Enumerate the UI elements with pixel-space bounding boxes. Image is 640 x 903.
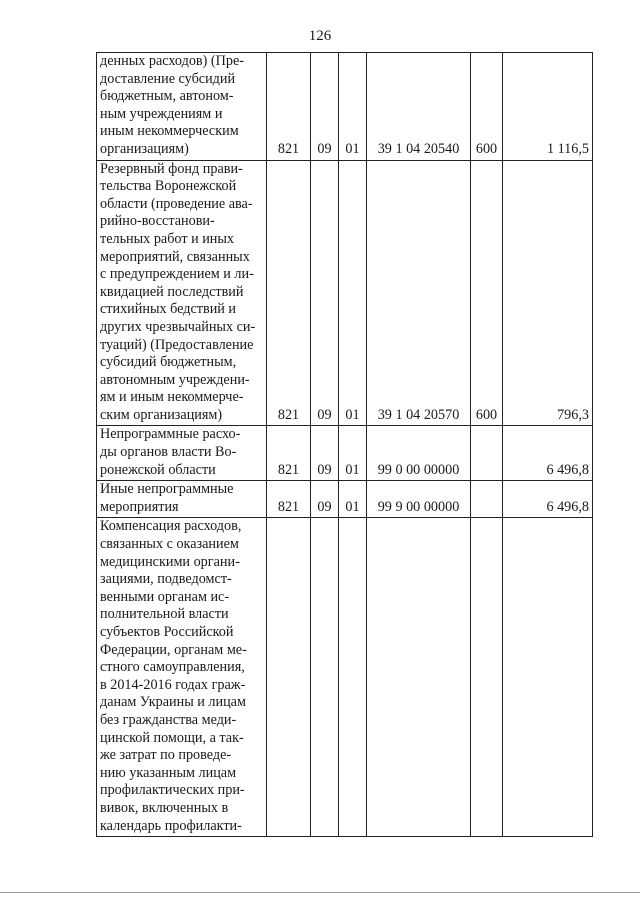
- cell-csr: 99 0 00 00000: [367, 426, 471, 481]
- cell-gr: 821: [267, 481, 311, 518]
- cell-csr: 39 1 04 20540: [367, 53, 471, 161]
- row-name: Непрограммные расхо- ды органов власти Во- ронежской области: [97, 426, 267, 481]
- cell-rz: [311, 518, 339, 837]
- cell-sum: 1 116,5: [503, 53, 593, 161]
- cell-vr: [471, 518, 503, 837]
- cell-pr: 01: [339, 481, 367, 518]
- cell-gr: [267, 518, 311, 837]
- table-row: [97, 160, 593, 426]
- table-row: [97, 481, 593, 518]
- cell-pr: 01: [339, 160, 367, 426]
- cell-gr: 821: [267, 160, 311, 426]
- budget-table: [96, 52, 593, 837]
- cell-csr: 39 1 04 20570: [367, 160, 471, 426]
- table-row: [97, 518, 593, 837]
- row-name: денных расходов) (Пре- доставление субсидий бюджетным, автоном- ным учреждениям и иным некоммерческим организациям): [97, 53, 267, 161]
- cell-vr: [471, 426, 503, 481]
- cell-rz: 09: [311, 426, 339, 481]
- cell-csr: 99 9 00 00000: [367, 481, 471, 518]
- cell-sum: [503, 518, 593, 837]
- row-name: Компенсация расходов, связанных с оказанием медицинскими органи- зациями, подведомст- венными органам ис- полнительной власти субъектов Российской Федерации, органам ме- стного самоуправления, в 2014-2016 годах граж- данам Украины и лицам без гражданства меди- цинской помощи, а так- же затрат по проведе- нию указанным лицам профилактических при- вивок, включенных в календарь профилакти-: [97, 518, 267, 837]
- page-number: 126: [308, 28, 332, 44]
- scan-edge-line: [0, 892, 640, 893]
- cell-pr: [339, 518, 367, 837]
- table-row: [97, 53, 593, 161]
- cell-sum: 796,3: [503, 160, 593, 426]
- table-row: [97, 426, 593, 481]
- cell-vr: [471, 481, 503, 518]
- cell-pr: 01: [339, 426, 367, 481]
- row-name: Резервный фонд прави- тельства Воронежской области (проведение ава- рийно-восстанови- тельных работ и иных мероприятий, связанных с предупреждением и ли- квидацией последствий стихийных бедствий и других чрезвычайных си- туаций) (Предоставление субсидий бюджетным, автономным учреждени- ям и иным некоммерче- ским организациям): [97, 160, 267, 426]
- cell-rz: 09: [311, 160, 339, 426]
- cell-rz: 09: [311, 53, 339, 161]
- cell-pr: 01: [339, 53, 367, 161]
- cell-rz: 09: [311, 481, 339, 518]
- row-name: Иные непрограммные мероприятия: [97, 481, 267, 518]
- cell-sum: 6 496,8: [503, 426, 593, 481]
- cell-vr: 600: [471, 53, 503, 161]
- cell-gr: 821: [267, 426, 311, 481]
- cell-vr: 600: [471, 160, 503, 426]
- cell-sum: 6 496,8: [503, 481, 593, 518]
- cell-csr: [367, 518, 471, 837]
- cell-gr: 821: [267, 53, 311, 161]
